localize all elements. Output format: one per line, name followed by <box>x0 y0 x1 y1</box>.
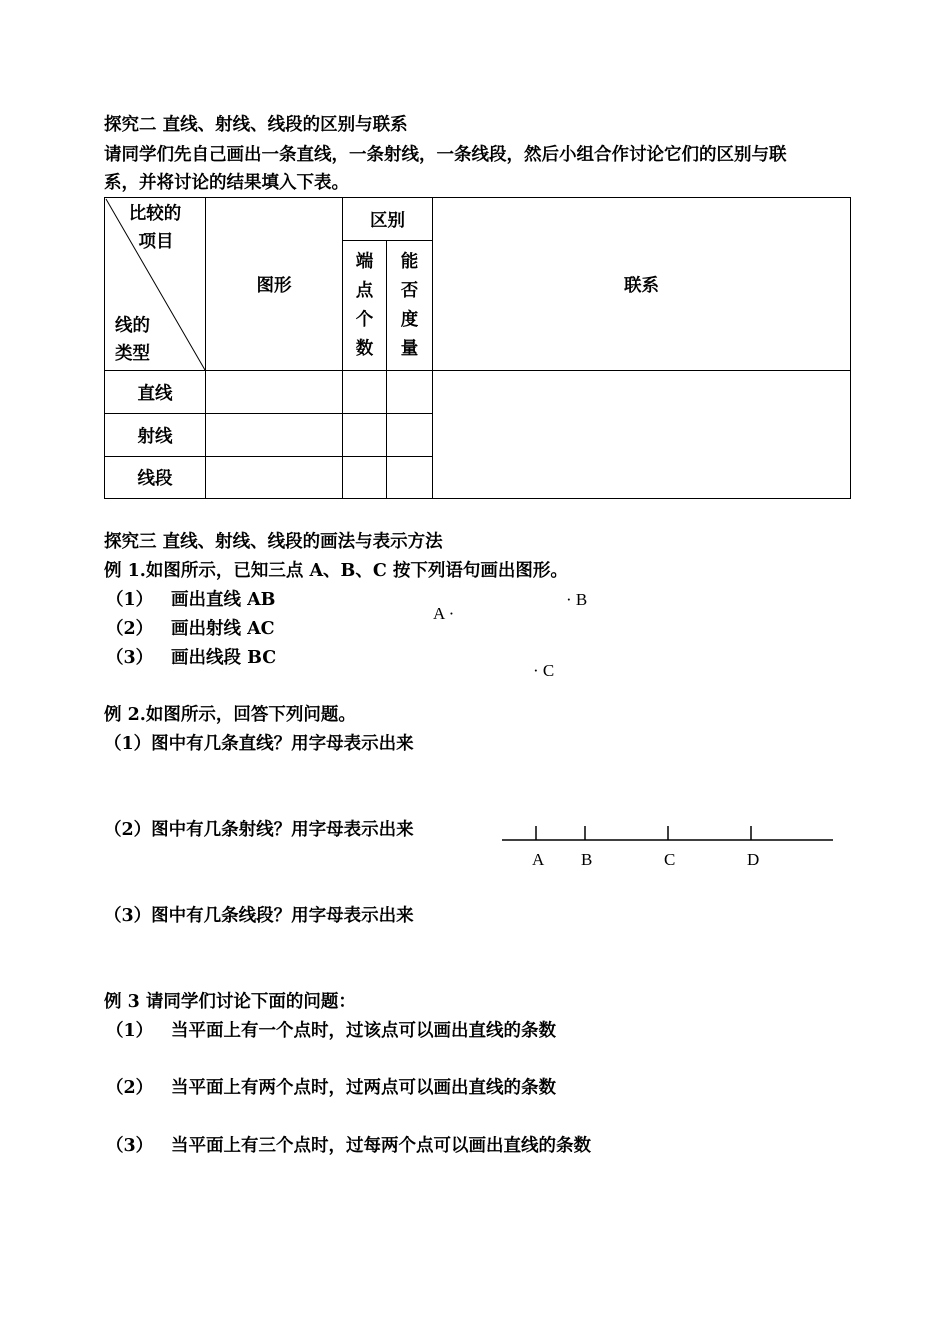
corner-top-line2: 项目 <box>138 232 174 252</box>
header-measurable <box>387 241 433 371</box>
row-label-line: 直线 <box>105 371 206 414</box>
corner-top-line1: 比较的 <box>128 204 182 224</box>
corner-header-types <box>115 312 150 368</box>
cell-relation[interactable] <box>433 371 851 499</box>
table-corner-cell <box>105 198 206 371</box>
example3-item1-num: （1） <box>106 1021 154 1041</box>
point-b-label: · B <box>566 590 588 609</box>
figure-label-a: A <box>532 850 545 869</box>
example3-prompt: 例 3 请同学们讨论下面的问题： <box>104 992 356 1012</box>
cell-segment-shape[interactable] <box>206 457 343 499</box>
header-measurable-text: 能否度量 <box>400 251 419 359</box>
example3-item2-num: （2） <box>106 1078 154 1098</box>
cell-ray-shape[interactable] <box>206 414 343 457</box>
figure-label-b: B <box>581 850 593 869</box>
cell-segment-endpoints[interactable] <box>343 457 387 499</box>
header-relation: 联系 <box>433 198 851 371</box>
figure-label-d: D <box>747 850 760 869</box>
example3-item3-num: （3） <box>106 1136 154 1156</box>
example3-item3-text: 当平面上有三个点时，过每两个点可以画出直线的条数 <box>171 1136 591 1156</box>
example2-q3: （3）图中有几条线段？用字母表示出来 <box>104 906 414 926</box>
example1-item3-num: （3） <box>106 648 154 668</box>
cell-line-shape[interactable] <box>206 371 343 414</box>
example3-item1-text: 当平面上有一个点时，过该点可以画出直线的条数 <box>171 1021 556 1041</box>
example1-item2-text: 画出射线 AC <box>171 619 275 639</box>
example1-item3-text: 画出线段 BC <box>171 648 277 668</box>
section2-instruction-line2: 系，并将讨论的结果填入下表。 <box>104 173 349 193</box>
cell-ray-measurable[interactable] <box>387 414 433 457</box>
figure-label-c: C <box>664 850 676 869</box>
corner-header-items <box>105 200 205 256</box>
cell-ray-endpoints[interactable] <box>343 414 387 457</box>
section2-instruction-line1: 请同学们先自己画出一条直线，一条射线，一条线段，然后小组合作讨论它们的区别与联 <box>104 145 787 165</box>
example1-item2-num: （2） <box>106 619 154 639</box>
header-shape: 图形 <box>206 198 343 371</box>
cell-line-measurable[interactable] <box>387 371 433 414</box>
example1-prompt: 例 1.如图所示，已知三点 A、B、C 按下列语句画出图形。 <box>104 561 568 581</box>
row-label-ray: 射线 <box>105 414 206 457</box>
header-difference: 区别 <box>343 198 433 241</box>
corner-bottom-line1: 线的 <box>115 316 150 336</box>
example2-line-figure <box>500 820 840 850</box>
example2-prompt: 例 2.如图所示，回答下列问题。 <box>104 705 356 725</box>
example1-item1-num: （1） <box>106 590 154 610</box>
cell-segment-measurable[interactable] <box>387 457 433 499</box>
row-label-segment: 线段 <box>105 457 206 499</box>
example3-item2-text: 当平面上有两个点时，过两点可以画出直线的条数 <box>171 1078 556 1098</box>
section3-title: 探究三 直线、射线、线段的画法与表示方法 <box>104 532 443 552</box>
section2-title: 探究二 直线、射线、线段的区别与联系 <box>104 115 408 135</box>
point-c-label: · C <box>533 661 555 680</box>
cell-line-endpoints[interactable] <box>343 371 387 414</box>
example2-q1: （1）图中有几条直线？用字母表示出来 <box>104 734 414 754</box>
example1-item1-text: 画出直线 AB <box>171 590 276 610</box>
corner-bottom-line2: 类型 <box>115 344 150 364</box>
example2-q2: （2）图中有几条射线？用字母表示出来 <box>104 820 414 840</box>
comparison-table <box>104 197 851 499</box>
point-a-label: A · <box>433 604 455 623</box>
header-endpoints <box>343 241 387 371</box>
header-endpoints-text: 端点个数 <box>355 251 374 359</box>
